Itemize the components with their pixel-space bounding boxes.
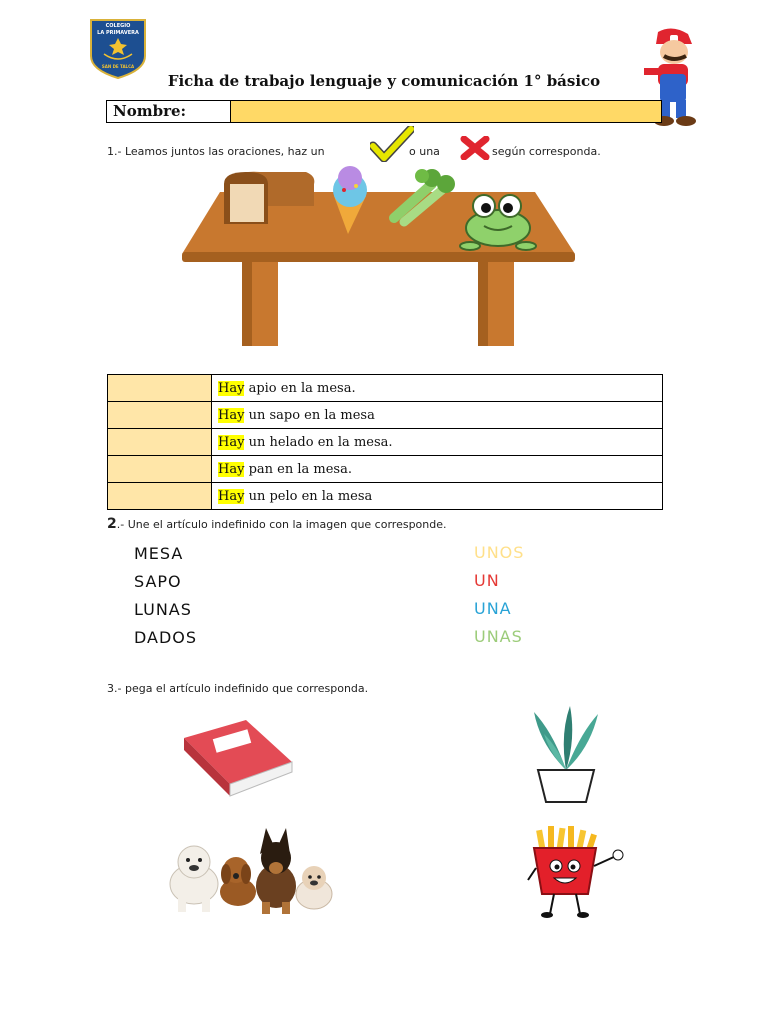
highlight-word: Hay [218, 407, 245, 423]
dogs-illustration [164, 824, 336, 918]
article-unas: UNAS [474, 627, 523, 646]
answer-cell[interactable] [108, 456, 212, 483]
page-title: Ficha de trabajo lenguaje y comunicación 1° básico [167, 72, 601, 90]
logo-text-3: SAN DE TALCA [101, 64, 135, 69]
sentence-text: apio en la mesa. [244, 380, 356, 396]
sentence-text: pan en la mesa. [244, 461, 352, 477]
table-row [108, 429, 663, 456]
answer-cell[interactable] [108, 429, 212, 456]
section1-instruction-mid: o una [409, 145, 440, 158]
school-logo [88, 18, 148, 80]
table-scene-illustration [180, 162, 580, 348]
sentence-cell [212, 402, 663, 429]
article-unos: UNOS [474, 543, 525, 562]
sentence-cell [212, 429, 663, 456]
answer-cell[interactable] [108, 375, 212, 402]
section3-instruction: 3.- pega el artículo indefinido que corresponda. [107, 682, 369, 695]
book-illustration [180, 716, 296, 804]
check-icon [370, 126, 414, 166]
highlight-word: Hay [218, 380, 245, 396]
name-input-area[interactable] [231, 101, 661, 122]
highlight-word: Hay [218, 461, 245, 477]
section1-instruction-post: según corresponda. [492, 145, 601, 158]
answer-cell[interactable] [108, 483, 212, 510]
name-label: Nombre: [107, 101, 231, 122]
sentence-cell [212, 456, 663, 483]
name-field-row [106, 100, 662, 123]
article-una: UNA [474, 599, 512, 618]
answer-cell[interactable] [108, 402, 212, 429]
noun-lunas: LUNAS [134, 600, 192, 619]
plant-illustration [530, 704, 602, 810]
noun-sapo: SAPO [134, 572, 182, 591]
sentence-text: un sapo en la mesa [244, 407, 375, 423]
noun-dados: DADOS [134, 628, 198, 647]
highlight-word: Hay [218, 488, 245, 504]
table-row [108, 456, 663, 483]
section2-instruction [107, 516, 447, 532]
noun-mesa: MESA [134, 544, 184, 563]
section2-instruction-text: .- Une el artículo indefinido con la imagen que corresponde. [116, 518, 447, 531]
sentence-cell [212, 483, 663, 510]
cross-icon [460, 136, 490, 164]
sentences-table [107, 374, 663, 510]
article-un: UN [474, 571, 500, 590]
logo-text-2: LA PRIMAVERA [97, 30, 139, 36]
table-row [108, 402, 663, 429]
table-row [108, 483, 663, 510]
table-row [108, 375, 663, 402]
logo-text-1: COLEGIO [105, 23, 131, 29]
fries-illustration [526, 826, 626, 924]
sentence-text: un pelo en la mesa [244, 488, 373, 504]
sentence-text: un helado en la mesa. [244, 434, 393, 450]
section2-number: 2 [107, 516, 117, 532]
highlight-word: Hay [218, 434, 245, 450]
sentence-cell [212, 375, 663, 402]
section1-instruction-pre: 1.- Leamos juntos las oraciones, haz un [107, 145, 325, 158]
